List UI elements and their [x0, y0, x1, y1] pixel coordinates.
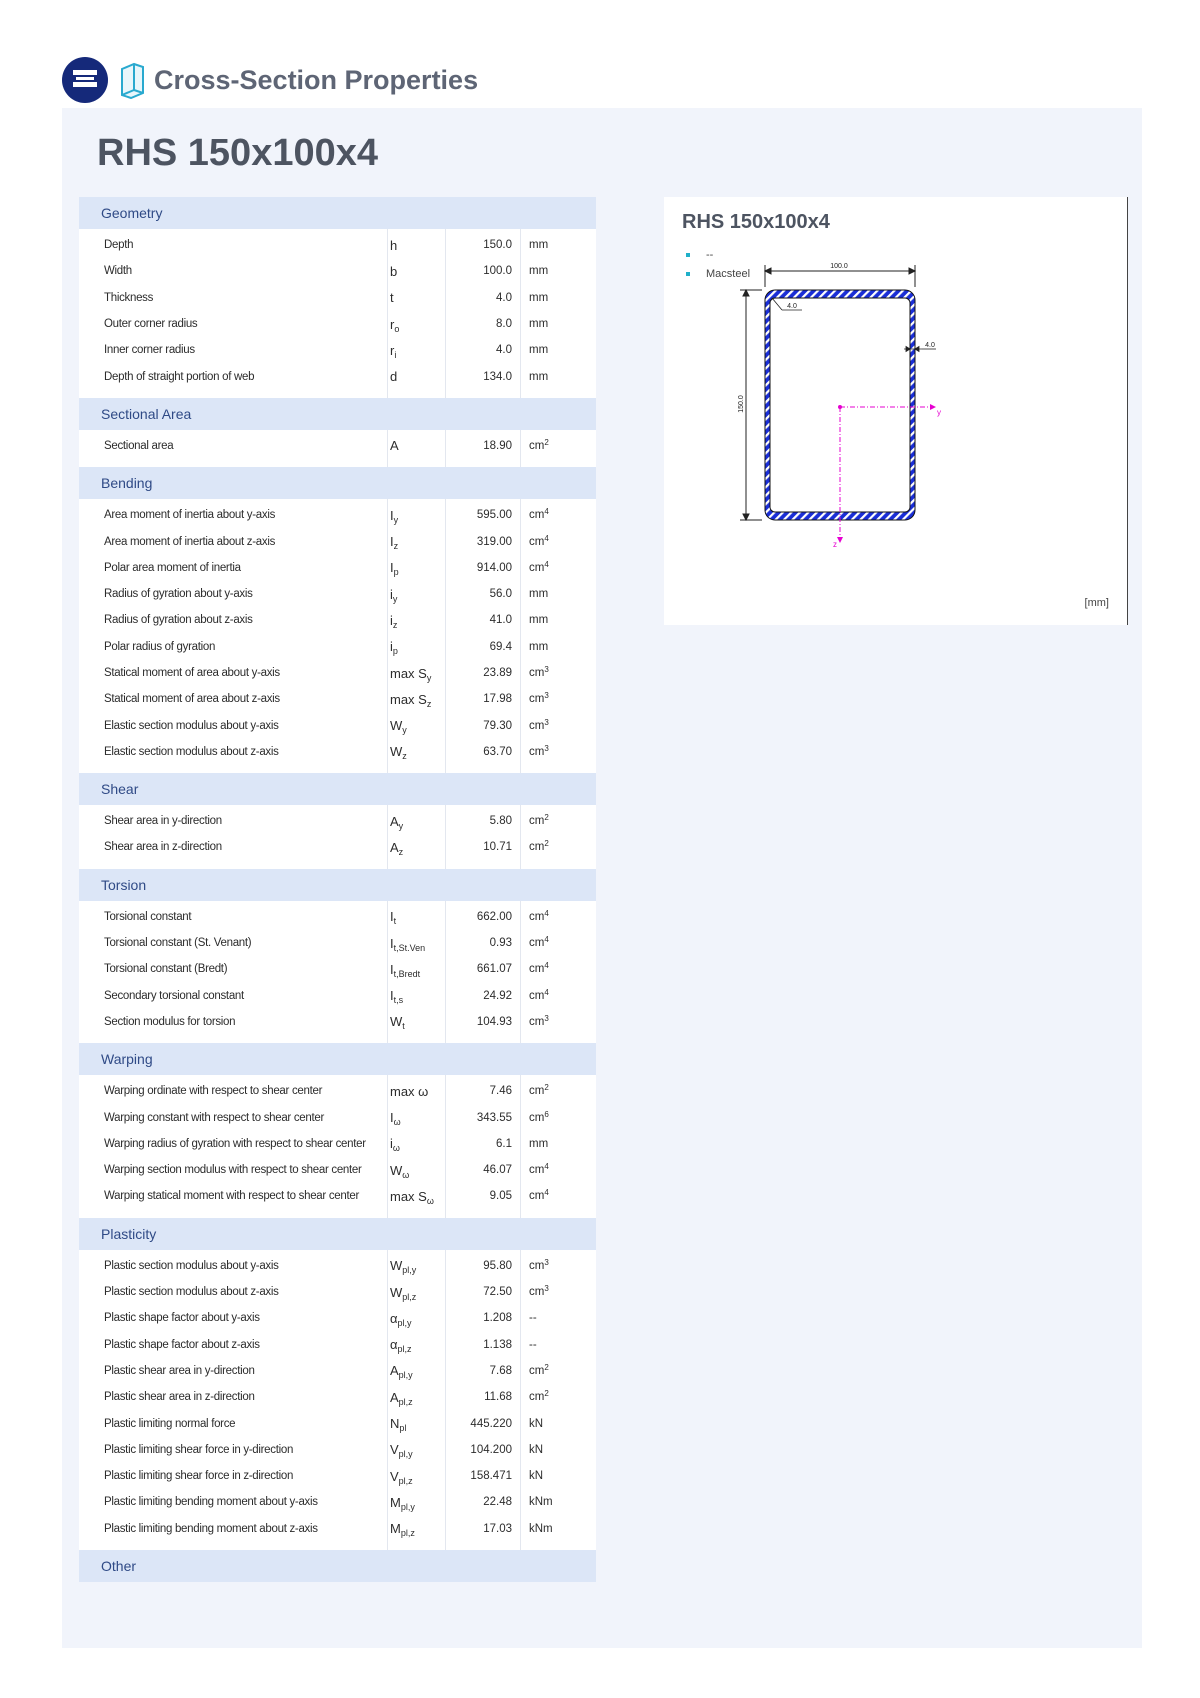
property-unit: $cm^3$ [529, 717, 549, 732]
section-header: Torsion [79, 869, 596, 901]
symbol-subscript: z [393, 541, 399, 552]
property-row [79, 1463, 596, 1489]
property-symbol: $W_{pl,z}$ [390, 1284, 417, 1302]
side-thickness-label: 4.0 [925, 342, 935, 349]
property-row [79, 258, 596, 284]
unit-exponent: 2 [544, 437, 549, 447]
unit-exponent: 6 [544, 1109, 549, 1119]
property-value: 24.92 [483, 989, 512, 1002]
symbol-subscript: pl,z [397, 1344, 412, 1355]
property-symbol: $A_{pl,y}$ [390, 1363, 413, 1381]
property-row [79, 528, 596, 554]
unit-exponent: 3 [544, 717, 549, 727]
property-description: Plastic limiting shear force in z-direction [104, 1470, 294, 1483]
property-value: 595.00 [476, 509, 512, 522]
property-value: 22.48 [483, 1496, 512, 1509]
property-value: 150.0 [483, 239, 512, 252]
width-dim-label: 100.0 [830, 263, 848, 270]
cross-section-icon [118, 61, 146, 99]
unit-exponent: 4 [544, 1188, 549, 1198]
property-row [79, 1332, 596, 1358]
unit-exponent: 3 [544, 743, 549, 753]
property-value: 104.200 [470, 1443, 512, 1456]
unit-exponent: 4 [544, 987, 549, 997]
symbol-subscript: t [402, 1021, 405, 1032]
section-figure [664, 197, 1128, 625]
property-unit: mm [529, 370, 549, 383]
property-row [79, 1437, 596, 1463]
property-description: Plastic section modulus about y-axis [104, 1259, 279, 1272]
property-symbol: $M_{pl,y}$ [390, 1494, 415, 1512]
unit-exponent: 3 [544, 1013, 549, 1023]
unit-exponent: 2 [544, 1362, 549, 1372]
property-description: Plastic limiting bending moment about z-axis [104, 1522, 318, 1535]
symbol-subscript: pl,y [402, 1265, 417, 1276]
property-row [79, 739, 596, 765]
property-description: Torsional constant (Bredt) [104, 963, 228, 976]
property-row [79, 285, 596, 311]
property-unit: $cm^2$ [529, 1389, 549, 1404]
property-value: 46.07 [483, 1164, 512, 1177]
unit-exponent: 3 [544, 665, 549, 674]
property-value: 6.1 [496, 1137, 512, 1150]
property-value: 7.46 [489, 1085, 512, 1098]
property-row [79, 1410, 596, 1436]
property-description: Plastic shear area in y-direction [104, 1364, 255, 1377]
property-description: Thickness [104, 291, 154, 304]
property-description: Shear area in y-direction [104, 815, 222, 828]
property-value: 100.0 [483, 265, 512, 278]
property-description: Inner corner radius [104, 344, 195, 357]
top-thickness-label: 4.0 [787, 303, 797, 310]
section-body [79, 901, 596, 1043]
property-symbol: max ω [390, 1083, 429, 1099]
property-description: Plastic section modulus about z-axis [104, 1286, 279, 1299]
symbol-subscript: pl,y [398, 1449, 413, 1460]
property-value: 134.0 [483, 370, 512, 383]
section-header: Bending [79, 467, 596, 499]
property-description: Warping constant with respect to shear center [104, 1111, 325, 1124]
property-value: 18.90 [483, 439, 512, 452]
property-unit: kNm [529, 1496, 553, 1509]
property-value: 343.55 [476, 1111, 512, 1124]
symbol-subscript: ω [426, 1195, 434, 1206]
page-title: RHS 150x100x4 [97, 132, 378, 174]
property-row [79, 712, 596, 738]
property-value: 661.07 [476, 963, 512, 976]
symbol-subscript: z [426, 698, 432, 709]
property-value: 9.05 [489, 1190, 512, 1203]
property-row [79, 808, 596, 834]
property-unit: kNm [529, 1522, 553, 1535]
property-symbol: h [390, 237, 398, 253]
unit-exponent: 3 [544, 1284, 549, 1294]
header-title: Cross-Section Properties [154, 64, 479, 95]
property-unit: $cm^4$ [529, 935, 549, 950]
property-symbol: $r_o$ [390, 316, 400, 334]
property-description: Outer corner radius [104, 318, 198, 331]
property-description: Radius of gyration about z-axis [104, 614, 253, 627]
property-description: Secondary torsional constant [104, 989, 244, 1002]
property-unit: $cm^3$ [529, 743, 549, 758]
unit-exponent: 4 [544, 507, 549, 517]
property-description: Plastic limiting shear force in y-direction [104, 1443, 294, 1456]
property-symbol: $W_z$ [390, 744, 407, 762]
property-unit: mm [529, 588, 549, 601]
section-header: Sectional Area [79, 398, 596, 430]
symbol-subscript: pl,z [402, 1291, 417, 1302]
property-description: Elastic section modulus about y-axis [104, 719, 279, 732]
property-symbol: $W_t$ [390, 1014, 405, 1032]
property-symbol: $\max S_z$ [390, 691, 432, 709]
property-unit: $cm^2$ [529, 813, 549, 828]
property-description: Polar radius of gyration [104, 640, 216, 653]
section-body [79, 229, 596, 398]
unit-exponent: 2 [544, 1083, 549, 1093]
symbol-subscript: z [392, 619, 398, 630]
company-logo [62, 57, 108, 103]
logo-emblem-icon [70, 67, 100, 93]
property-value: 104.93 [476, 1015, 512, 1028]
figure-title: RHS 150x100x4 [682, 211, 830, 233]
property-unit: $cm^4$ [529, 1188, 549, 1203]
property-symbol: $V_{pl,z}$ [390, 1468, 413, 1486]
unit-exponent: 2 [544, 1389, 549, 1399]
property-description: Plastic limiting normal force [104, 1417, 236, 1430]
section-header: Warping [79, 1043, 596, 1075]
property-description: Torsional constant (St. Venant) [104, 937, 252, 950]
property-description: Plastic shape factor about y-axis [104, 1312, 260, 1325]
property-symbol: $A_y$ [390, 813, 404, 831]
property-value: 662.00 [476, 910, 512, 923]
property-symbol: $I_{t,Bredt}$ [390, 961, 421, 979]
section-body [79, 430, 596, 467]
property-value: 63.70 [483, 745, 512, 758]
property-row [79, 686, 596, 712]
property-value: 5.80 [489, 815, 512, 828]
section-body [79, 1075, 596, 1217]
property-symbol: $r_i$ [390, 342, 397, 360]
property-symbol: $\alpha_{pl,z}$ [390, 1337, 412, 1355]
property-value: 7.68 [489, 1364, 512, 1377]
property-value: 1.138 [483, 1338, 512, 1351]
property-symbol: $i_\omega$ [390, 1136, 400, 1154]
property-symbol: $I_p$ [390, 560, 399, 578]
property-row [79, 1253, 596, 1279]
section-body [79, 499, 596, 773]
property-unit: kN [529, 1470, 544, 1483]
property-unit: mm [529, 1137, 549, 1150]
symbol-subscript: z [402, 751, 407, 762]
property-value: 56.0 [489, 588, 512, 601]
property-row [79, 1009, 596, 1035]
unit-exponent: 3 [544, 1257, 549, 1267]
figure-unit-label: [mm] [1084, 597, 1109, 609]
symbol-subscript: p [392, 646, 398, 657]
property-unit: mm [529, 291, 549, 304]
section-body [79, 805, 596, 869]
property-row [79, 1384, 596, 1410]
property-unit: mm [529, 344, 549, 357]
symbol-subscript: pl,z [400, 1528, 415, 1539]
property-symbol: $A_{pl,z}$ [390, 1389, 413, 1407]
symbol-subscript: p [393, 567, 399, 578]
property-row [79, 581, 596, 607]
property-row [79, 834, 596, 860]
symbol-subscript: ω [393, 1117, 401, 1128]
property-value: 1.208 [483, 1312, 512, 1325]
property-row [79, 904, 596, 930]
symbol-subscript: pl [399, 1423, 407, 1434]
symbol-subscript: pl,z [398, 1475, 413, 1486]
symbol-subscript: t,Bredt [393, 968, 421, 979]
property-symbol: $A_z$ [390, 839, 404, 857]
unit-exponent: 4 [544, 533, 549, 543]
property-unit: $cm^4$ [529, 987, 549, 1002]
property-value: 41.0 [489, 614, 512, 627]
symbol-subscript: pl,y [400, 1501, 415, 1512]
property-value: 158.471 [470, 1470, 512, 1483]
property-symbol: $i_p$ [390, 639, 398, 657]
section-body [79, 1250, 596, 1550]
property-value: 72.50 [483, 1286, 512, 1299]
property-symbol: $\max S_\omega$ [390, 1188, 434, 1206]
property-unit: $cm^2$ [529, 437, 549, 452]
symbol-subscript: y [426, 672, 432, 683]
z-axis-label: z [833, 540, 837, 549]
property-unit: mm [529, 640, 549, 653]
property-row [79, 555, 596, 581]
property-unit: $cm^2$ [529, 1362, 549, 1377]
property-symbol: d [390, 369, 398, 385]
property-description: Warping ordinate with respect to shear center [104, 1085, 323, 1098]
symbol-subscript: z [398, 846, 404, 857]
property-description: Statical moment of area about y-axis [104, 667, 280, 679]
symbol-subscript: o [394, 323, 400, 334]
property-symbol: $I_z$ [390, 534, 399, 552]
property-description: Shear area in z-direction [104, 841, 222, 854]
property-value: 445.220 [470, 1417, 512, 1430]
property-unit: mm [529, 265, 549, 278]
property-unit: $cm^4$ [529, 507, 549, 522]
property-value: 69.4 [489, 640, 512, 653]
symbol-subscript: ω [402, 1169, 410, 1180]
property-description: Plastic shear area in z-direction [104, 1391, 255, 1404]
property-symbol: $\max S_y$ [390, 665, 432, 683]
property-description: Plastic limiting bending moment about y-axis [104, 1496, 318, 1509]
property-description: Depth of straight portion of web [104, 370, 255, 383]
property-unit: -- [529, 1312, 537, 1325]
property-unit: -- [529, 1338, 537, 1351]
property-symbol: $M_{pl,z}$ [390, 1521, 415, 1539]
property-symbol: A [390, 438, 399, 454]
property-description: Torsional constant [104, 910, 192, 923]
property-row [79, 1516, 596, 1542]
property-unit: $cm^4$ [529, 559, 549, 574]
property-row [79, 433, 596, 459]
property-description: Elastic section modulus about z-axis [104, 745, 279, 758]
report-header [62, 52, 478, 108]
unit-exponent: 2 [544, 813, 549, 823]
symbol-subscript: t,s [393, 995, 404, 1006]
unit-exponent: 4 [544, 908, 549, 918]
symbol-subscript: y [393, 514, 399, 525]
property-row [79, 363, 596, 389]
property-description: Statical moment of area about z-axis [104, 693, 280, 706]
property-row [79, 502, 596, 528]
property-description: Warping section modulus with respect to shear center [104, 1164, 362, 1177]
property-value: 17.98 [483, 693, 512, 706]
section-header: Plasticity [79, 1218, 596, 1250]
symbol-subscript: pl,z [398, 1396, 413, 1407]
property-symbol: $W_{pl,y}$ [390, 1258, 417, 1276]
property-description: Warping statical moment with respect to shear center [104, 1190, 359, 1203]
property-unit: $cm^4$ [529, 908, 549, 923]
symbol-subscript: t [393, 916, 397, 927]
properties-table [79, 197, 596, 1582]
property-symbol: $I_\omega$ [390, 1110, 401, 1128]
property-row [79, 983, 596, 1009]
property-unit: $cm^2$ [529, 1083, 549, 1098]
property-row [79, 1131, 596, 1157]
property-symbol: $I_y$ [390, 507, 399, 525]
property-symbol: $I_t$ [390, 909, 397, 927]
property-symbol: t [390, 290, 394, 306]
property-unit: $cm^3$ [529, 1284, 549, 1299]
property-row [79, 1305, 596, 1331]
unit-exponent: 4 [544, 935, 549, 945]
property-row [79, 232, 596, 258]
property-value: 10.71 [483, 841, 512, 854]
property-value: 11.68 [484, 1391, 512, 1404]
property-description: Width [104, 265, 132, 278]
section-header: Geometry [79, 197, 596, 229]
property-unit: $cm^3$ [529, 1013, 549, 1028]
property-unit: $cm^3$ [529, 665, 549, 679]
symbol-subscript: y [392, 593, 398, 604]
property-row [79, 634, 596, 660]
property-symbol: $I_{t,s}$ [390, 988, 404, 1006]
symbol-subscript: pl,y [398, 1370, 413, 1381]
symbol-subscript: pl,y [397, 1317, 412, 1328]
unit-exponent: 2 [544, 839, 549, 849]
property-symbol: $N_{pl}$ [390, 1416, 407, 1434]
symbol-subscript: y [402, 725, 407, 736]
property-symbol: b [390, 263, 398, 279]
property-value: 4.0 [496, 291, 512, 304]
property-symbol: $I_{t,St.Ven}$ [390, 935, 426, 953]
symbol-subscript: t,St.Ven [393, 942, 426, 953]
unit-exponent: 4 [544, 1162, 549, 1172]
property-unit: $cm^6$ [529, 1109, 549, 1124]
property-row [79, 1078, 596, 1104]
property-value: 4.0 [496, 344, 512, 357]
property-unit: mm [529, 318, 549, 331]
property-row [79, 1183, 596, 1209]
property-description: Plastic shape factor about z-axis [104, 1338, 260, 1351]
y-axis-label: y [937, 408, 941, 417]
property-row [79, 956, 596, 982]
property-unit: $cm^3$ [529, 691, 549, 706]
property-row [79, 337, 596, 363]
property-symbol: $i_z$ [390, 612, 398, 630]
property-unit: $cm^4$ [529, 1162, 549, 1177]
property-unit: $cm^4$ [529, 533, 549, 548]
property-value: 23.89 [483, 667, 512, 679]
property-row [79, 1279, 596, 1305]
property-value: 17.03 [483, 1522, 512, 1535]
property-row [79, 1358, 596, 1384]
property-unit: kN [529, 1443, 544, 1456]
symbol-subscript: i [394, 349, 397, 360]
property-description: Polar area moment of inertia [104, 561, 241, 574]
property-value: 8.0 [496, 318, 512, 331]
property-symbol: $W_y$ [390, 718, 407, 736]
section-drawing [664, 197, 1127, 625]
property-unit: kN [529, 1417, 544, 1430]
section-header: Other [79, 1550, 596, 1582]
symbol-subscript: y [398, 820, 404, 831]
property-symbol: $\alpha_{pl,y}$ [390, 1310, 412, 1328]
property-row [79, 1104, 596, 1130]
property-value: 0.93 [489, 937, 512, 950]
property-row [79, 660, 596, 686]
unit-exponent: 4 [544, 559, 549, 569]
property-description: Sectional area [104, 439, 174, 452]
property-unit: mm [529, 239, 549, 252]
property-unit: $cm^3$ [529, 1257, 549, 1272]
property-description: Warping radius of gyration with respect to shear center [104, 1137, 366, 1150]
property-row [79, 930, 596, 956]
figure-info-item: Macsteel [686, 264, 750, 283]
unit-exponent: 3 [544, 691, 549, 701]
property-row [79, 1157, 596, 1183]
unit-exponent: 4 [544, 961, 549, 971]
property-unit: $cm^4$ [529, 961, 549, 976]
property-unit: $cm^2$ [529, 839, 549, 854]
property-description: Section modulus for torsion [104, 1015, 236, 1028]
property-description: Radius of gyration about y-axis [104, 588, 253, 601]
property-value: 79.30 [483, 719, 512, 732]
centroid-marker [838, 405, 842, 409]
property-description: Area moment of inertia about z-axis [104, 535, 276, 548]
property-value: 914.00 [476, 561, 512, 574]
property-unit: mm [529, 614, 549, 627]
property-description: Area moment of inertia about y-axis [104, 509, 276, 522]
property-description: Depth [104, 239, 134, 252]
property-row [79, 607, 596, 633]
figure-info-item: -- [686, 245, 750, 264]
property-value: 95.80 [483, 1259, 512, 1272]
section-header: Shear [79, 773, 596, 805]
depth-dim-label: 150.0 [738, 395, 745, 413]
property-value: 319.00 [476, 535, 512, 548]
property-symbol: $V_{pl,y}$ [390, 1442, 413, 1460]
property-symbol: $W_\omega$ [390, 1162, 410, 1180]
property-symbol: $i_y$ [390, 586, 398, 604]
property-row [79, 311, 596, 337]
axis-arrowheads [837, 404, 936, 543]
property-row [79, 1489, 596, 1515]
symbol-subscript: ω [392, 1143, 400, 1154]
